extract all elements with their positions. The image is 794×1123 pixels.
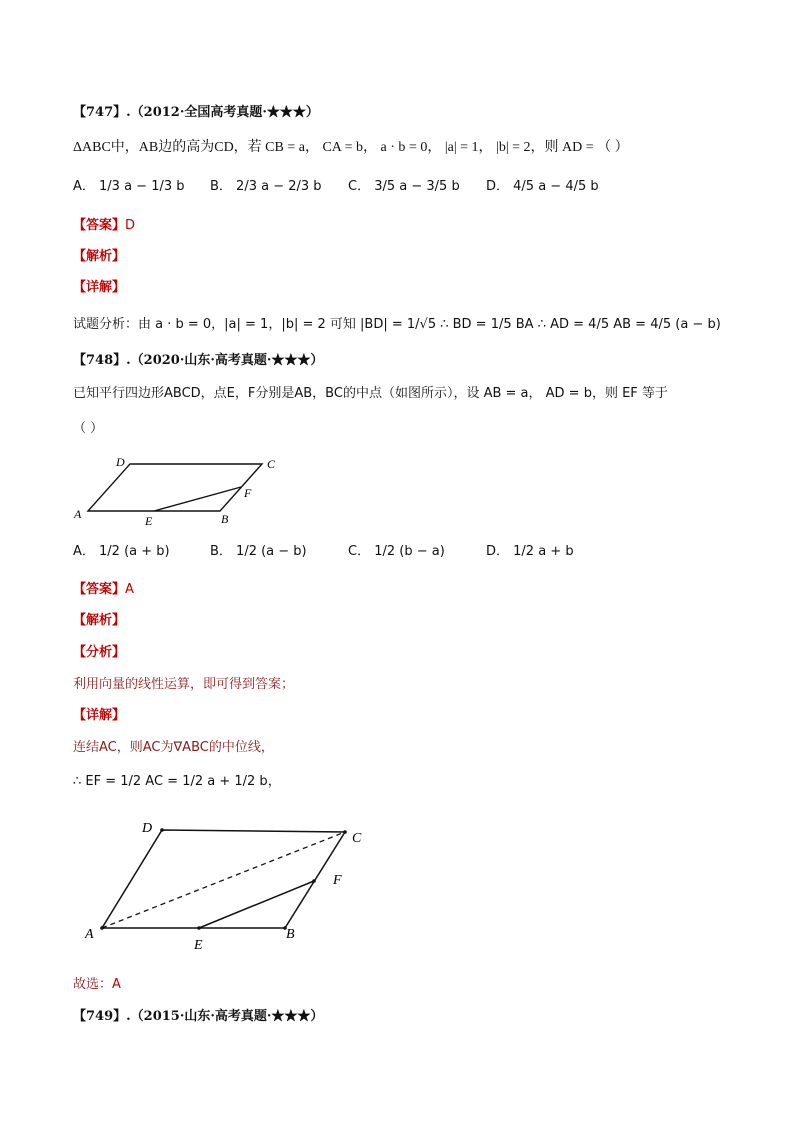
q748-option-a: A． 1/2 (a + b) [73,544,170,559]
label-d-large: D [142,821,153,836]
segment-ef-large [199,881,314,928]
segment-ef [154,487,241,511]
q748-fenxi: 利用向量的线性运算，即可得到答案； [73,677,295,692]
label-c-large: C [352,831,362,846]
label-c: C [267,457,276,471]
label-f: F [244,486,252,500]
q747-option-b: B． 2/3 a − 2/3 b [210,179,322,194]
q748-fenxi-label: 【分析】 [73,645,126,660]
parallelogram-figure-small [70,452,290,532]
q747-stem: ΔABC中，AB边的高为CD，若 CB = a， CA = b， a · b = 0， |a| = 1， |b| = 2，则 AD = （ ） [73,140,629,155]
point-c [343,830,347,834]
q748-option-c: C． 1/2 (b − a) [348,544,445,559]
q747-header: 【747】.（2012·全国高考真题·★★★） [73,105,319,120]
point-e [197,926,201,930]
parallelogram-figure-large [80,812,380,957]
q748-option-d: D． 1/2 a + b [486,544,574,559]
q747-detail: 试题分析：由 a · b = 0，|a| = 1，|b| = 2 可知 |BD| = 1/√5 ∴ BD = 1/5 BA ∴ AD = 4/5 AB = 4/5 (a − b) [73,317,721,332]
q747-answer-row [73,217,135,235]
q748-stem-line1: 已知平行四边形ABCD，点E，F分别是AB，BC的中点（如图所示），设 AB = a， AD = b，则 EF 等于 [73,386,668,401]
q747-answer-value: D [125,218,136,233]
label-b-large: B [286,927,295,942]
q749-header: 【749】.（2015·山东·高考真题·★★★） [73,1009,324,1024]
point-f [312,879,316,883]
q748-choose-row [73,976,121,994]
q748-answer-row [73,581,134,599]
q748-choose-value: A [112,977,121,992]
diagonal-ac-dashed [102,832,345,928]
q748-option-b: B． 1/2 (a − b) [210,544,307,559]
parallelogram-outline [88,464,262,511]
q748-detail-line2: ∴ EF = 1/2 AC = 1/2 a + 1/2 b， [73,774,281,789]
q748-answer-value: A [125,582,134,597]
q748-detail-line1: 连结AC，则AC为∇ABC的中位线， [73,740,274,755]
q747-analysis-label: 【解析】 [73,249,126,264]
point-d [160,828,164,832]
label-d: D [116,455,125,469]
label-b: B [221,512,229,526]
label-a-large: A [85,927,94,942]
label-e-large: E [194,938,203,953]
q747-option-d: D． 4/5 a − 4/5 b [486,179,599,194]
q748-choose-label: 故选： [73,977,113,992]
label-e: E [145,514,153,528]
q748-analysis-label: 【解析】 [73,613,126,628]
label-a: A [74,507,82,521]
q747-option-a: A． 1/3 a − 1/3 b [73,179,185,194]
point-a [100,926,104,930]
q748-detail-label: 【详解】 [73,708,126,723]
q747-option-c: C． 3/5 a − 3/5 b [348,179,460,194]
q748-stem-line2: （ ） [73,421,104,436]
q747-detail-label: 【详解】 [73,280,126,295]
q747-answer-label: 【答案】 [73,218,126,233]
q748-header: 【748】.（2020·山东·高考真题·★★★） [73,353,324,368]
q748-answer-label: 【答案】 [73,582,126,597]
label-f-large: F [333,873,342,888]
